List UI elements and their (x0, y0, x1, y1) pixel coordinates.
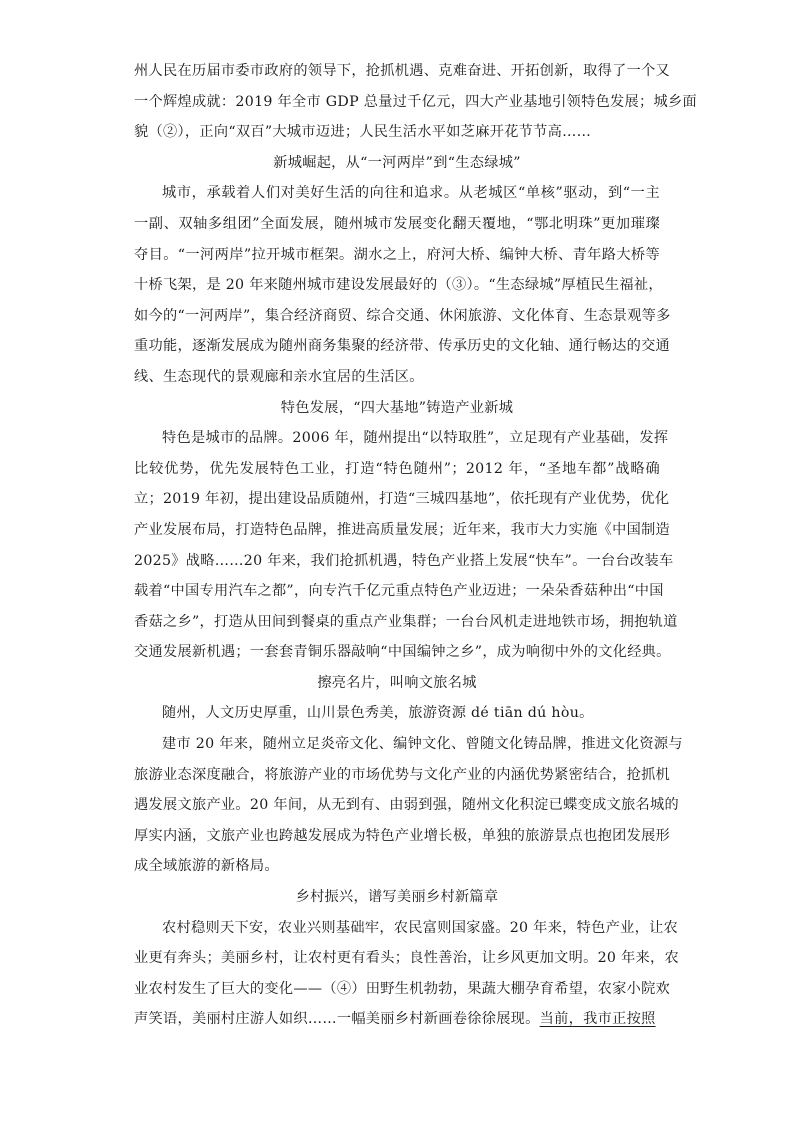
paragraph-line: 遇发展文旅产业。20 年间，从无到有、由弱到强，随州文化积淀已蝶变成文旅名城的 (134, 797, 680, 814)
paragraph-line: 如今的“一河两岸”，集合经济商贸、综合交通、休闲旅游、文化体育、生态景观等多 (134, 307, 671, 324)
paragraph-line: 立；2019 年初，提出建设品质随州，打造“三城四基地”，依托现有产业优势，优化 (134, 491, 670, 508)
paragraph-line: 建市 20 年来，随州立足炎帝文化、编钟文化、曾随文化铸品牌，推进文化资源与 (162, 736, 683, 753)
paragraph-line: 特色是城市的品牌。2006 年，随州提出“以特取胜”，立足现有产业基础，发挥 (162, 430, 669, 447)
paragraph-line: 十桥飞架，是 20 年来随州城市建设发展最好的（③）。“生态绿城”厚植民生福祉， (134, 277, 663, 294)
document-page (134, 56, 697, 1035)
paragraph-line: 交通发展新机遇；一套套青铜乐器敲响“中国编钟之乡”，成为响彻中外的文化经典。 (134, 644, 671, 661)
paragraph-line: 载着“中国专用汽车之都”，向专汽千亿元重点特色产业迈进；一朵朵香菇种出“中国 (134, 583, 664, 600)
paragraph-line: 州人民在历届市委市政府的领导下，抢抓机遇、克难奋进、开拓创新，取得了一个又 (134, 63, 671, 79)
paragraph-line: 城市，承载着人们对美好生活的向往和追求。从老城区“单核”驱动，到“一主 (162, 185, 660, 202)
paragraph-line: 业更有奔头；美丽乡村，让农村更有看头；良性善治，让乡风更加文明。20 年来，农 (134, 950, 680, 967)
paragraph-line: 线、生态现代的景观廊和亲水宜居的生活区。 (134, 368, 424, 385)
section-heading: 擦亮名片，叫响文旅名城 (317, 674, 477, 691)
section-heading: 乡村振兴，谱写美丽乡村新篇章 (295, 889, 499, 906)
paragraph-line: 貌（②），正向“双百”大城市迈进；人民生活水平如芝麻开花节节高…… (134, 124, 592, 141)
paragraph-line: 成全域旅游的新格局。 (134, 858, 279, 875)
paragraph-line: 一副、双轴多组团”全面发展，随州城市发展变化翻天覆地，“鄂北明珠”更加璀璨 (134, 215, 660, 232)
paragraph-line: 2025》战略……20 年来，我们抢抓机遇，特色产业搭上发展“快车”。一台台改装车 (134, 552, 674, 569)
paragraph-line: 随州，人文历史厚重，山川景色秀美，旅游资源 dé tiān dú hòu。 (162, 705, 594, 722)
paragraph-line: 重功能，逐渐发展成为随州商务集聚的经济带、传承历史的文化轴、通行畅达的交通 (134, 338, 671, 355)
underlined-text: 当前，我市正按照 (539, 1011, 656, 1028)
paragraph-line: 一个辉煌成就：2019 年全市 GDP 总量过千亿元，四大产业基地引领特色发展；城乡面 (134, 93, 697, 110)
paragraph-line: 比较优势，优先发展特色工业，打造“特色随州”；2012 年，“圣地车都”战略确 (134, 460, 660, 477)
paragraph-line (134, 1004, 660, 1035)
paragraph-line: 农村稳则天下安，农业兴则基础牢，农民富则国家盛。20 年来，特色产业，让农 (162, 919, 679, 936)
section-heading: 新城崛起，从“一河两岸”到“生态绿城” (273, 154, 521, 171)
plain-text: 声笑语，美丽村庄游人如织……一幅美丽乡村新画卷徐徐展现。 (134, 1011, 540, 1028)
paragraph-line: 香菇之乡”，打造从田间到餐桌的重点产业集群；一台台风机走进地铁市场，拥抱轨道 (134, 613, 678, 630)
section-heading: 特色发展，“四大基地”铸造产业新城 (280, 399, 514, 416)
paragraph-line: 产业发展布局，打造特色品牌，推进高质量发展；近年来，我市大力实施《中国制造 (134, 521, 671, 538)
paragraph-line: 旅游业态深度融合，将旅游产业的市场优势与文化产业的内涵优势紧密结合，抢抓机 (134, 766, 671, 783)
paragraph-line: 业农村发生了巨大的变化——（④）田野生机勃勃，果蔬大棚孕育希望，农家小院欢 (134, 980, 671, 997)
paragraph-line: 夺目。“一河两岸”拉开城市框架。湖水之上，府河大桥、编钟大桥、青年路大桥等 (134, 246, 660, 263)
paragraph-line: 厚实内涵，文旅产业也跨越发展成为特色产业增长极，单独的旅游景点也抱团发展形 (134, 827, 671, 844)
